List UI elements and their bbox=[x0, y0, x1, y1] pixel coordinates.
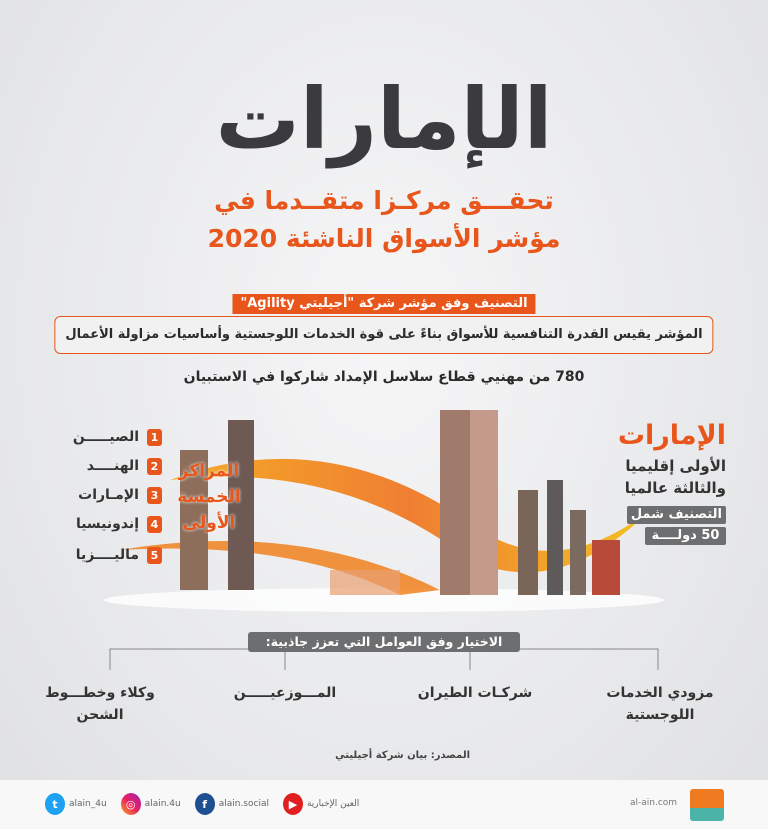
text: المـــوزعيـــــن bbox=[233, 685, 337, 701]
top5-line: الأولى bbox=[182, 513, 236, 533]
rank-country: الهنــــد bbox=[86, 458, 139, 474]
uae-regional: الأولى إقليميا bbox=[625, 457, 726, 475]
building bbox=[330, 570, 400, 595]
facebook-link[interactable] bbox=[195, 793, 269, 815]
subtitle-line-2: مؤشر الأسواق الناشئة 2020 bbox=[207, 224, 561, 253]
uae-heading: الإمارات bbox=[617, 420, 726, 451]
rank-country: إندونيسيا bbox=[75, 516, 139, 532]
factor-item bbox=[30, 682, 170, 726]
rank-item bbox=[40, 427, 162, 447]
source-text: المصدر: بيان شركة أجيليتي bbox=[335, 750, 470, 761]
facebook-icon: f bbox=[195, 793, 215, 815]
youtube-icon: ▶ bbox=[283, 793, 303, 815]
subtitle-line-1: تحقـــق مركـزا متقــدما في bbox=[214, 186, 554, 215]
rank-number: 5 bbox=[147, 547, 162, 564]
text: شركـات الطيران bbox=[417, 685, 533, 701]
rank-number: 3 bbox=[147, 487, 162, 504]
factor-item bbox=[405, 682, 545, 704]
text: العين الإخبارية bbox=[306, 799, 360, 809]
rank-country: الصيـــــن bbox=[72, 429, 139, 445]
uae-global: والثالثة عالميا bbox=[624, 479, 726, 497]
factor-item bbox=[215, 682, 355, 704]
rank-country: ماليــــزيا bbox=[75, 547, 139, 563]
text: alain.4u bbox=[144, 799, 181, 809]
building bbox=[518, 490, 538, 595]
text: alain.social bbox=[218, 799, 269, 809]
text: وكلاء وخطـــوط bbox=[45, 685, 155, 701]
text: alain_4u bbox=[69, 799, 107, 809]
instagram-link[interactable] bbox=[121, 793, 181, 815]
top5-line: المراكز bbox=[178, 461, 240, 481]
youtube-link[interactable] bbox=[283, 793, 359, 815]
participants-text: 780 من مهنيي قطاع سلاسل الإمداد شاركوا في الاستبيان bbox=[183, 369, 585, 385]
countries-count-badge: 50 دولــــة bbox=[645, 527, 726, 545]
top5-label bbox=[168, 458, 250, 536]
rank-country: الإمـارات bbox=[78, 487, 139, 503]
ranking-label: التصنيف وفق مؤشر شركة "أجيليتي Agility" bbox=[232, 294, 535, 314]
twitter-link[interactable] bbox=[45, 793, 107, 815]
rank-number: 4 bbox=[147, 516, 162, 533]
rank-number: 1 bbox=[147, 429, 162, 446]
site-link[interactable]: al-ain.com bbox=[630, 798, 678, 808]
al-ain-logo bbox=[690, 789, 724, 821]
rank-item bbox=[40, 485, 162, 505]
factors-header: الاختيار وفق العوامل التي تعزز جاذبية: bbox=[248, 632, 520, 652]
building bbox=[547, 480, 563, 595]
rank-item bbox=[40, 456, 162, 476]
factor-item bbox=[590, 682, 730, 726]
countries-badge: التصنيف شمل bbox=[627, 506, 726, 524]
rank-number: 2 bbox=[147, 458, 162, 475]
footer bbox=[0, 780, 768, 829]
instagram-icon: ◎ bbox=[121, 793, 141, 815]
building bbox=[592, 540, 620, 595]
building-tower bbox=[470, 410, 498, 595]
text: اللوجستية bbox=[625, 707, 695, 723]
rank-item bbox=[40, 545, 162, 565]
twitter-icon: t bbox=[45, 793, 65, 815]
building bbox=[570, 510, 586, 595]
text: الشحن bbox=[76, 707, 124, 723]
top5-line: الخمسة bbox=[177, 487, 241, 507]
description-box: المؤشر يقيس القدرة التنافسية للأسواق بناءً على قوة الخدمات اللوجستية وأساسيات مزاولة الأعمال bbox=[54, 316, 713, 354]
rank-item bbox=[40, 514, 162, 534]
main-title: الإمارات bbox=[215, 70, 553, 168]
text: مزودي الخدمات bbox=[606, 685, 714, 701]
